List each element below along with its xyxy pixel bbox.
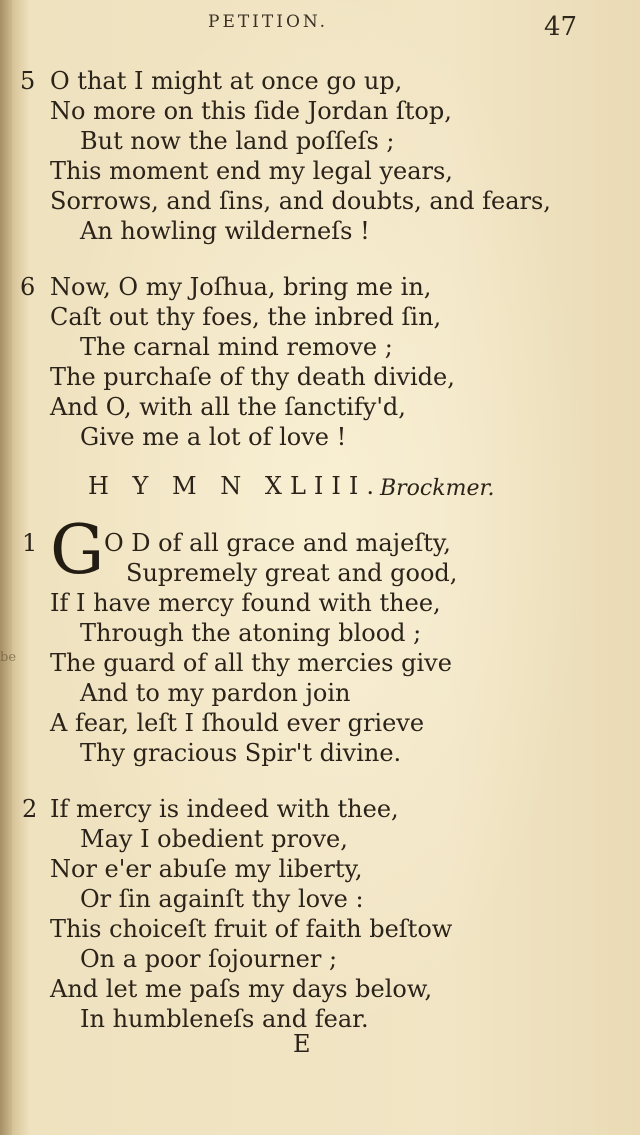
verse-line: An howling wilderneſs ! bbox=[80, 217, 370, 245]
stanza-number: 6 bbox=[20, 273, 36, 301]
verse-line: Caſt out thy foes, the inbred ſin, bbox=[50, 303, 442, 331]
margin-mark: be bbox=[0, 650, 17, 665]
verse-line: The guard of all thy mercies give bbox=[50, 649, 452, 677]
stanza-number: 1 bbox=[22, 529, 38, 557]
verse-line: But now the land poſſeſs ; bbox=[80, 127, 395, 155]
verse-line: A fear, leſt I ſhould ever grieve bbox=[50, 709, 425, 737]
verse-line: Through the atoning blood ; bbox=[80, 619, 422, 647]
verse-line: The carnal mind remove ; bbox=[80, 333, 393, 361]
verse-line: Sorrows, and ſins, and doubts, and fears, bbox=[50, 187, 551, 215]
verse-line: In humbleneſs and fear. bbox=[80, 1005, 369, 1033]
verse-line: If mercy is indeed with thee, bbox=[50, 795, 399, 823]
verse-line: And to my pardon join bbox=[80, 679, 351, 707]
verse-line: And let me paſs my days below, bbox=[50, 975, 433, 1003]
binding-gutter bbox=[0, 0, 12, 1135]
verse-line: Thy gracious Spir't divine. bbox=[80, 739, 402, 767]
hymn-title: H Y M N XLIII. bbox=[88, 472, 382, 500]
catchword: E bbox=[293, 1030, 311, 1058]
verse-line: Give me a lot of love ! bbox=[80, 423, 347, 451]
verse-line: If I have mercy found with thee, bbox=[50, 589, 441, 617]
verse-line: O D of all grace and majeſty, bbox=[104, 529, 451, 557]
verse-line: The purchaſe of thy death divide, bbox=[50, 363, 455, 391]
verse-line: No more on this ſide Jordan ſtop, bbox=[50, 97, 452, 125]
verse-line: Nor e'er abuſe my liberty, bbox=[50, 855, 363, 883]
page-number: 47 bbox=[544, 12, 578, 42]
verse-line: This moment end my legal years, bbox=[50, 157, 453, 185]
verse-line: On a poor ſojourner ; bbox=[80, 945, 338, 973]
stanza-number: 2 bbox=[22, 795, 38, 823]
verse-line: Or ſin againſt thy love : bbox=[80, 885, 364, 913]
drop-cap: G bbox=[50, 511, 105, 590]
verse-line: Supremely great and good, bbox=[126, 559, 458, 587]
stanza-number: 5 bbox=[20, 67, 36, 95]
verse-line: Now, O my Joſhua, bring me in, bbox=[50, 273, 432, 301]
hymn-tune-name: Brockmer. bbox=[380, 476, 495, 501]
verse-line: And O, with all the ſanctify'd, bbox=[50, 393, 406, 421]
verse-line: O that I might at once go up, bbox=[50, 67, 403, 95]
verse-line: May I obedient prove, bbox=[80, 825, 348, 853]
verse-line: This choiceſt fruit of faith beſtow bbox=[50, 915, 453, 943]
running-head: PETITION. bbox=[208, 12, 329, 32]
